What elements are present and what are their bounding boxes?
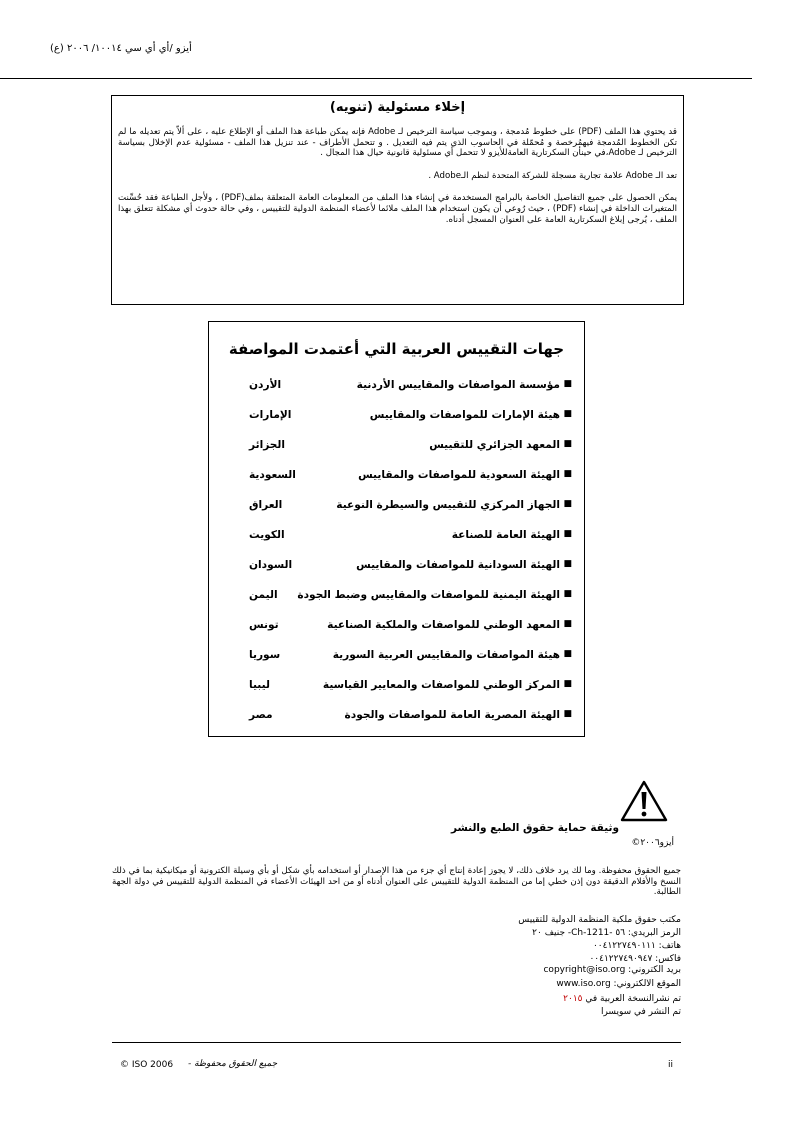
member-body-name: المركز الوطني للمواصفات والمعايير القياسية — [322, 679, 560, 691]
postal-code: الرمز البريدي: ٥٦ -Ch-1211- جنيف ٢٠ — [532, 928, 681, 938]
bullet-icon: ■ — [563, 469, 572, 479]
member-body-name: المعهد الوطني للمواصفات والملكية الصناعية — [327, 619, 560, 631]
member-row — [209, 619, 584, 639]
member-row — [209, 679, 584, 699]
bullet-icon: ■ — [563, 499, 572, 509]
adopting-bodies-box — [208, 321, 585, 737]
copyright-office: مكتب حقوق ملكية المنظمة الدولية للتقييس — [518, 915, 681, 925]
bullet-icon: ■ — [563, 649, 572, 659]
member-country: تونس — [249, 619, 279, 631]
member-country: الإمارات — [249, 409, 292, 421]
bullet-icon: ■ — [563, 679, 572, 689]
bullet-icon: ■ — [563, 559, 572, 569]
footer-iso-copyright: © ISO 2006 — [120, 1060, 174, 1070]
bullet-icon: ■ — [563, 409, 572, 419]
member-body-name: هيئة المواصفات والمقاييس العربية السورية — [332, 649, 560, 661]
phone-number: هاتف: ٠٠٤١٢٢٧٤٩٠١١١ — [592, 941, 681, 951]
member-row — [209, 439, 584, 459]
member-row — [209, 559, 584, 579]
member-body-name: الهيئة اليمنية للمواصفات والمقاييس وضبط الجودة — [297, 589, 560, 601]
member-body-name: الجهاز المركزي للتقييس والسيطرة النوعية — [336, 499, 560, 511]
footer-rights: جميع الحقوق محفوظة - — [188, 1059, 278, 1069]
bullet-icon: ■ — [563, 709, 572, 719]
header-divider — [0, 78, 752, 79]
page-number: ii — [668, 1060, 674, 1070]
member-row — [209, 499, 584, 519]
member-country: الأردن — [249, 379, 282, 391]
fax-number: فاكس: ٠٠٤١٢٢٧٤٩٠٩٤٧ — [589, 954, 681, 964]
member-row — [209, 649, 584, 669]
copyright-paragraph: جميع الحقوق محفوظة. وما لك يرد خلاف ذلك، لا يجوز إعادة إنتاج أي جزء من هذا الإصدار أو استخدامه بأي شكل أو بأي وسيلة الكترونية أو ميكانيكية بما في ذلك النسخ والأفلام الدقيقة دون إذن خطي إما من المنظمة الدولية للتقييس على العنوان أدناه أو من احد الهيئات الأعضاء في المنظمة الدولية للتقييس في دولة الجهة الطالبة. — [112, 866, 681, 898]
member-body-name: الهيئة السعودية للمواصفات والمقاييس — [358, 469, 560, 481]
bullet-icon: ■ — [563, 379, 572, 389]
email-address: بريد الكتروني: copyright@iso.org — [543, 965, 681, 975]
member-row — [209, 709, 584, 729]
member-country: الكويت — [249, 529, 285, 541]
disclaimer-box — [111, 95, 684, 305]
bullet-icon: ■ — [563, 439, 572, 449]
document-reference: أيزو /أي أي سي ١٠٠١٤/ ٢٠٠٦ (ع) — [50, 43, 192, 54]
footer-divider — [112, 1042, 681, 1043]
member-country: السودان — [249, 559, 293, 571]
member-body-name: الهيئة السودانية للمواصفات والمقاييس — [356, 559, 560, 571]
member-country: السعودية — [249, 469, 296, 481]
arabic-publication-year: ٢٠١٥ — [563, 994, 583, 1004]
member-country: الجزائر — [249, 439, 286, 451]
bullet-icon: ■ — [563, 589, 572, 599]
arabic-publication-line — [563, 994, 681, 1004]
member-country: سوريا — [249, 649, 281, 661]
member-row — [209, 469, 584, 489]
member-body-name: الهيئة العامة للصناعة — [451, 529, 560, 541]
member-country: العراق — [249, 499, 283, 511]
member-row — [209, 529, 584, 549]
website-address: الموقع الالكتروني: www.iso.org — [556, 979, 681, 989]
disclaimer-title: إخلاء مسئولية (تنويه) — [329, 100, 466, 115]
copyright-title: وثيقة حماية حقوق الطبع والنشر — [450, 822, 619, 834]
adopting-bodies-title: جهات التقييس العربية التي أعتمدت المواصفة — [228, 340, 565, 358]
member-body-name: مؤسسة المواصفات والمقاييس الأردنية — [356, 379, 560, 391]
disclaimer-paragraph: قد يحتوي هذا الملف (PDF) على خطوط مُدمجة ، وبموجب سياسة الترخيص لـ Adobe فإنه يمكن طباعة هذا الملف أو الإطلاع عليه ، على ألاّ يتم تعديله ما لم تكن الخطوط المُدمجة فيهمُرخصة و مُحمّلة في الحاسوب الذي يتم فيه التعديل . و تتحمل الأطراف - عند تنزيل هذا الملف - مسئولية عدم الإخلال بسياسة الترخيص لـ Adobe،في حينأن السكرتارية العامةللأيزو لا تتحمل أي مسئولية قانونية حيال هذا المجال . — [118, 127, 677, 159]
member-country: ليبيا — [249, 679, 270, 691]
warning-triangle-icon — [620, 780, 668, 822]
member-body-name: المعهد الجزائري للتقييس — [429, 439, 560, 451]
member-row — [209, 589, 584, 609]
bullet-icon: ■ — [563, 619, 572, 629]
member-body-name: الهيئة المصرية العامة للمواصفات والجودة — [344, 709, 560, 721]
disclaimer-paragraph: تعد الـ Adobe علامة تجارية مسجلة للشركة المتحدة لنظم الـAdobe . — [428, 170, 677, 181]
member-country: مصر — [249, 709, 273, 721]
member-row — [209, 409, 584, 429]
member-country: اليمن — [249, 589, 278, 601]
member-row — [209, 379, 584, 399]
member-body-name: هيئة الإمارات للمواصفات والمقاييس — [369, 409, 560, 421]
arabic-publication-prefix: تم نشرالنسخة العربية في — [585, 994, 681, 1004]
published-in: تم النشر في سويسرا — [600, 1007, 681, 1017]
disclaimer-paragraph: يمكن الحصول على جميع التفاصيل الخاصة بالبرامج المستخدمة في إنشاء هذا الملف من المعلومات العامة المتعلقة بملف(PDF) ، ولأجل الطباعة فقد حُسِّنت المتغيرات الداخلة في إنشاء (PDF) ، حيث رُوعي أن يكون استخدام هذا الملف ملائما لأعضاء المنظمة الدولية للتقييس ، وفي حالة حدوث أي مشكلة تتعلق بهذا الملف ، يُرجى إبلاغ السكرتارية العامة على العنوان المسجل أدناه. — [118, 193, 678, 225]
copyright-year: أيزو٢٠٠٦© — [631, 838, 674, 848]
bullet-icon: ■ — [563, 529, 572, 539]
